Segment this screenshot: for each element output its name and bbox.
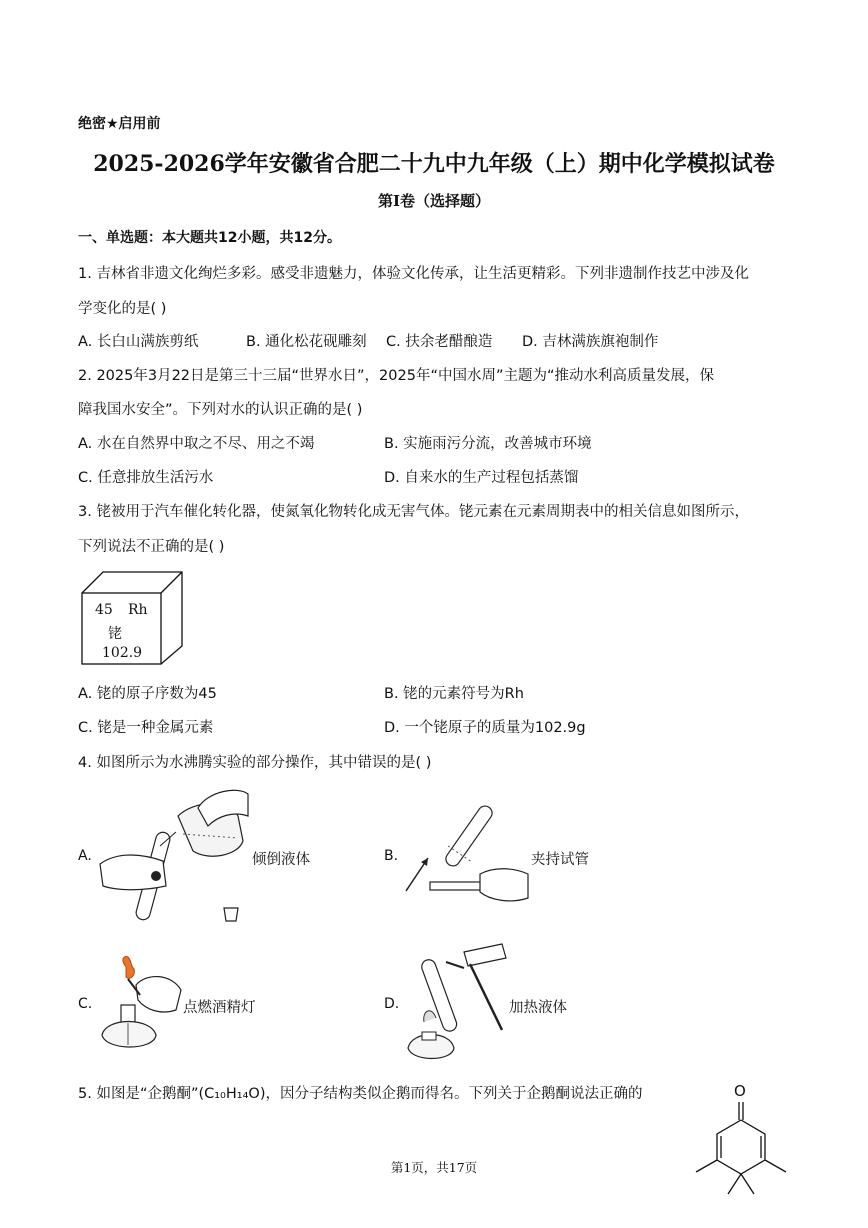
lighting-lamp-illustration — [96, 955, 186, 1055]
q3-option-a[interactable]: A. 铑的原子序数为45 — [78, 686, 217, 702]
q1-stem-line2: 学变化的是( ) — [78, 301, 167, 317]
oxygen-atom-label: O — [734, 1082, 746, 1100]
q3-stem-line2: 下列说法不正确的是( ) — [78, 539, 225, 555]
q5-stem: 5. 如图是“企鹅酮”(C₁₀H₁₄O)，因分子结构类似企鹅而得名。下列关于企鹅酮说法正确的 — [78, 1086, 643, 1102]
q4-option-c-letter[interactable]: C. — [78, 996, 93, 1012]
element-symbol: Rh — [128, 602, 148, 618]
element-atomic-number: 45 — [95, 602, 113, 618]
q1-option-b[interactable]: B. 通化松花砚雕刻 — [246, 334, 367, 350]
holding-tube-illustration — [400, 796, 535, 911]
q2-option-b[interactable]: B. 实施雨污分流，改善城市环境 — [384, 436, 592, 452]
q4-option-c-caption: 点燃酒精灯 — [183, 1000, 256, 1016]
q4-option-d-caption: 加热液体 — [509, 1000, 567, 1016]
section-heading: 一、单选题：本大题共12小题，共12分。 — [78, 230, 341, 246]
page-title: 2025-2026学年安徽省合肥二十九中九年级（上）期中化学模拟试卷 — [93, 151, 775, 177]
element-name: 铑 — [108, 626, 122, 642]
q4-option-b-letter[interactable]: B. — [384, 848, 399, 864]
q2-stem-line2: 障我国水安全”。下列对水的认识正确的是( ) — [78, 402, 363, 418]
volume-subtitle: 第Ⅰ卷（选择题） — [377, 192, 491, 210]
q4-option-b-caption: 夹持试管 — [531, 852, 589, 868]
q3-option-b[interactable]: B. 铑的元素符号为Rh — [384, 686, 524, 702]
q4-option-d-letter[interactable]: D. — [384, 996, 400, 1012]
pouring-liquid-illustration — [98, 786, 258, 926]
q2-option-a[interactable]: A. 水在自然界中取之不尽、用之不竭 — [78, 436, 315, 452]
q2-stem-line1: 2. 2025年3月22日是第三十三届“世界水日”，2025年“中国水周”主题为“推动水利高质量发展，保 — [78, 368, 714, 384]
q4-option-a-caption: 倾倒液体 — [252, 852, 310, 868]
penguinone-structure — [690, 1098, 790, 1198]
element-mass: 102.9 — [102, 645, 143, 661]
q3-option-d[interactable]: D. 一个铑原子的质量为102.9g — [384, 720, 586, 736]
q2-option-c[interactable]: C. 任意排放生活污水 — [78, 470, 214, 486]
page-footer: 第1页，共17页 — [390, 1160, 478, 1175]
secret-label: 绝密★启用前 — [78, 116, 161, 132]
q1-stem-line1: 1. 吉林省非遗文化绚烂多彩。感受非遗魅力，体验文化传承，让生活更精彩。下列非遗制作技艺中涉及化 — [78, 266, 749, 282]
q4-option-a-letter[interactable]: A. — [78, 848, 92, 864]
q2-option-d[interactable]: D. 自来水的生产过程包括蒸馏 — [384, 470, 579, 486]
q3-option-c[interactable]: C. 铑是一种金属元素 — [78, 720, 214, 736]
q1-option-a[interactable]: A. 长白山满族剪纸 — [78, 334, 199, 350]
q3-stem-line1: 3. 铑被用于汽车催化转化器，使氮氧化物转化成无害气体。铑元素在元素周期表中的相关信息如图所示， — [78, 504, 749, 520]
heating-liquid-illustration — [402, 940, 512, 1065]
q1-option-c[interactable]: C. 扶余老醋酿造 — [386, 334, 493, 350]
q1-option-d[interactable]: D. 吉林满族旗袍制作 — [522, 334, 659, 350]
q4-stem: 4. 如图所示为水沸腾实验的部分操作，其中错误的是( ) — [78, 755, 432, 771]
